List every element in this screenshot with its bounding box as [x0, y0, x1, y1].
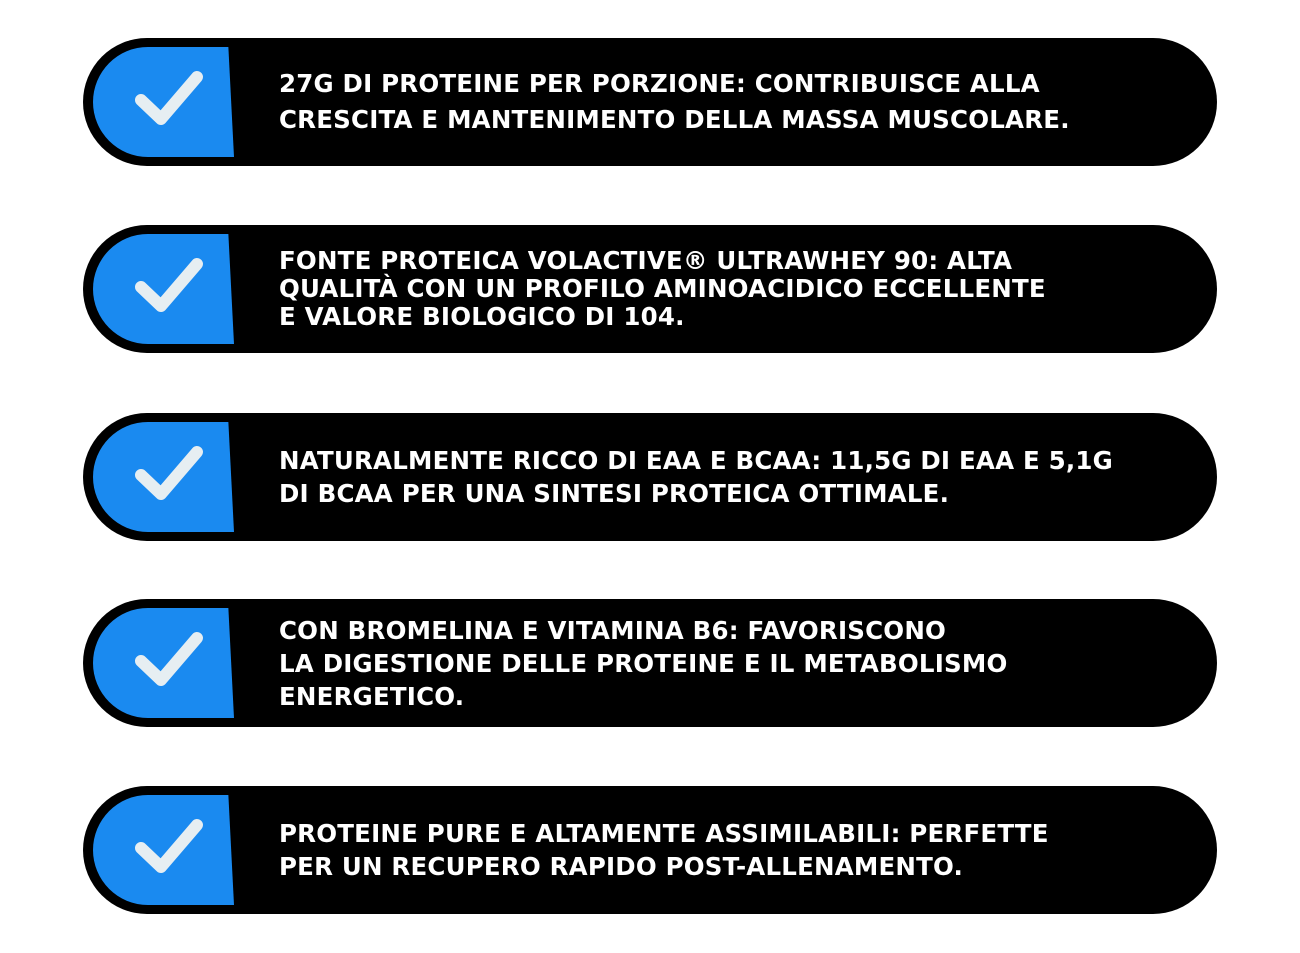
check-icon [133, 628, 205, 690]
benefit-text: PROTEINE PURE E ALTAMENTE ASSIMILABILI: PERFETTE PER UN RECUPERO RAPIDO POST-ALLENAMENTO. [279, 819, 1049, 881]
check-tab [93, 47, 234, 157]
check-tab [93, 234, 234, 344]
benefit-item [83, 225, 1217, 353]
check-icon [133, 442, 205, 504]
check-tab [93, 608, 234, 718]
benefit-item [83, 38, 1217, 166]
benefit-text: NATURALMENTE RICCO DI EAA E BCAA: 11,5G DI EAA E 5,1G DI BCAA PER UNA SINTESI PROTEICA OTTIMALE. [279, 446, 1113, 508]
benefit-item [83, 413, 1217, 541]
benefit-text: CON BROMELINA E VITAMINA B6: FAVORISCONO LA DIGESTIONE DELLE PROTEINE E IL METABOLISMO ENERGETICO. [279, 615, 1008, 711]
benefit-item [83, 599, 1217, 727]
check-icon [133, 815, 205, 877]
check-tab [93, 795, 234, 905]
benefit-text: FONTE PROTEICA VOLACTIVE® ULTRAWHEY 90: ALTA QUALITÀ CON UN PROFILO AMINOACIDICO ECCELLENTE E VALORE BIOLOGICO DI 104. [279, 246, 1046, 331]
check-tab [93, 422, 234, 532]
benefit-text: 27G DI PROTEINE PER PORZIONE: CONTRIBUISCE ALLA CRESCITA E MANTENIMENTO DELLA MASSA MUSCOLARE. [279, 69, 1070, 134]
check-icon [133, 254, 205, 316]
check-icon [133, 67, 205, 129]
benefit-item [83, 786, 1217, 914]
